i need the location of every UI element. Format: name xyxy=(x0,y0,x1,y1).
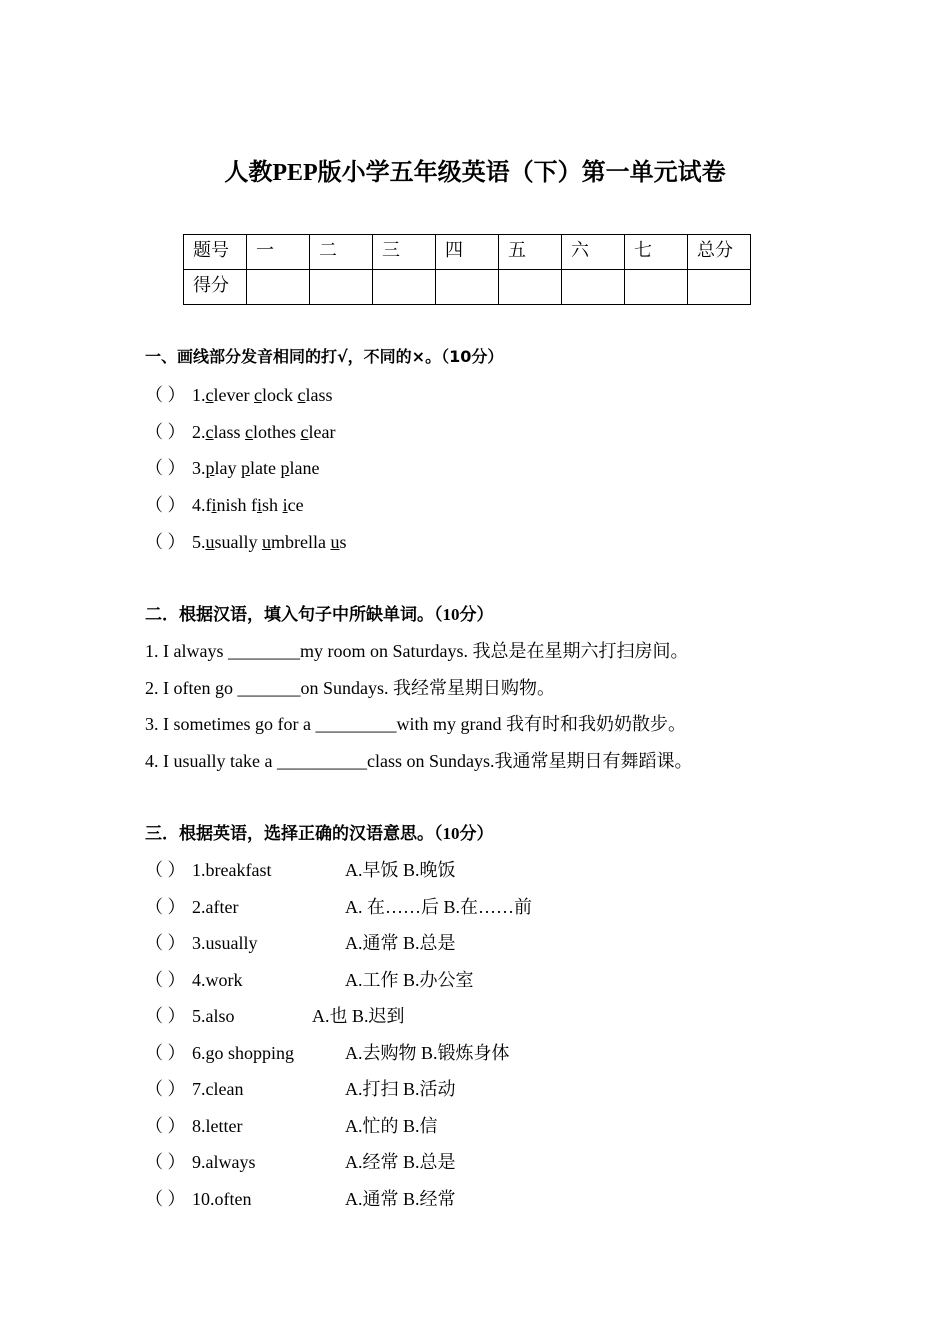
list-item: 1. I always ________my room on Saturdays. 我总是在星期六打扫房间。 xyxy=(145,641,689,661)
word: plate xyxy=(241,458,276,478)
list-item xyxy=(145,856,745,882)
answer-parentheses[interactable]: （ ） xyxy=(145,532,186,552)
answer-parentheses[interactable]: （ ） xyxy=(145,1189,186,1209)
answer-options: A.经常 B.总是 xyxy=(345,1152,456,1172)
list-item xyxy=(145,1039,745,1065)
answer-parentheses[interactable]: （ ） xyxy=(145,422,186,442)
table-cell: 一 xyxy=(247,235,310,270)
list-item xyxy=(145,418,335,444)
table-cell: 五 xyxy=(499,235,562,270)
table-cell: 题号 xyxy=(184,235,247,270)
item-number: 4. xyxy=(192,495,206,515)
list-item: 4. I usually take a __________class on Sundays.我通常星期日有舞蹈课。 xyxy=(145,751,693,771)
answer-parentheses[interactable]: （ ） xyxy=(145,860,186,880)
word: clever xyxy=(205,385,250,405)
score-cell[interactable] xyxy=(562,270,625,305)
english-word: 10.often xyxy=(192,1189,252,1209)
english-word: 9.always xyxy=(192,1152,256,1172)
word: clock xyxy=(253,385,293,405)
answer-options: A.早饭 B.晚饭 xyxy=(345,860,456,880)
word: usually xyxy=(205,532,258,552)
score-cell[interactable] xyxy=(436,270,499,305)
table-cell: 六 xyxy=(562,235,625,270)
english-word: 2.after xyxy=(192,897,239,917)
list-item xyxy=(145,1148,745,1174)
english-word: 5.also xyxy=(192,1006,235,1026)
list-item xyxy=(145,1112,745,1138)
answer-parentheses[interactable]: （ ） xyxy=(145,970,186,990)
answer-options: A.打扫 B.活动 xyxy=(345,1079,456,1099)
score-table-score-row xyxy=(184,270,751,305)
word: clothes xyxy=(245,422,296,442)
list-item: 3. I sometimes go for a _________with my grand 我有时和我奶奶散步。 xyxy=(145,714,686,734)
answer-parentheses[interactable]: （ ） xyxy=(145,933,186,953)
word: us xyxy=(330,532,347,552)
answer-options: A.去购物 B.锻炼身体 xyxy=(345,1043,510,1063)
list-item xyxy=(145,528,347,554)
answer-options: A.忙的 B.信 xyxy=(345,1116,438,1136)
item-number: 3. xyxy=(192,458,206,478)
list-item xyxy=(145,966,745,992)
answer-options: A.通常 B.总是 xyxy=(345,933,456,953)
answer-parentheses[interactable]: （ ） xyxy=(145,1152,186,1172)
item-number: 5. xyxy=(192,532,206,552)
list-item: 2. I often go _______on Sundays. 我经常星期日购物。 xyxy=(145,678,555,698)
word: class xyxy=(297,385,333,405)
answer-options: A.通常 B.经常 xyxy=(345,1189,456,1209)
score-cell[interactable] xyxy=(373,270,436,305)
score-cell[interactable] xyxy=(247,270,310,305)
score-cell[interactable] xyxy=(310,270,373,305)
section2-heading: 二．根据汉语，填入句子中所缺单词。（10分） xyxy=(145,605,494,624)
item-number: 2. xyxy=(192,422,206,442)
word: plane xyxy=(280,458,320,478)
english-word: 6.go shopping xyxy=(192,1043,295,1063)
answer-parentheses[interactable]: （ ） xyxy=(145,385,186,405)
list-item xyxy=(145,381,332,407)
word: fish xyxy=(251,495,279,515)
word: finish xyxy=(205,495,247,515)
item-number: 1. xyxy=(192,385,206,405)
list-item xyxy=(145,1185,745,1211)
table-cell: 三 xyxy=(373,235,436,270)
list-item xyxy=(145,929,745,955)
section1-heading: 一、画线部分发音相同的打√，不同的×。（10分） xyxy=(145,347,504,366)
table-cell: 四 xyxy=(436,235,499,270)
table-cell: 七 xyxy=(625,235,688,270)
answer-options: A. 在……后 B.在……前 xyxy=(345,897,533,917)
english-word: 1.breakfast xyxy=(192,860,272,880)
answer-parentheses[interactable]: （ ） xyxy=(145,458,186,478)
list-item xyxy=(145,1075,745,1101)
english-word: 4.work xyxy=(192,970,243,990)
word: clear xyxy=(300,422,336,442)
word: play xyxy=(205,458,237,478)
table-cell: 总分 xyxy=(688,235,751,270)
score-cell[interactable] xyxy=(625,270,688,305)
english-word: 7.clean xyxy=(192,1079,244,1099)
english-word: 3.usually xyxy=(192,933,258,953)
english-word: 8.letter xyxy=(192,1116,243,1136)
answer-options: A.也 B.迟到 xyxy=(312,1006,405,1026)
score-table-header-row xyxy=(184,235,751,270)
score-cell[interactable] xyxy=(499,270,562,305)
answer-parentheses[interactable]: （ ） xyxy=(145,897,186,917)
list-item xyxy=(145,1002,745,1028)
list-item xyxy=(145,491,304,517)
word: umbrella xyxy=(262,532,326,552)
answer-parentheses[interactable]: （ ） xyxy=(145,495,186,515)
table-cell: 得分 xyxy=(184,270,247,305)
answer-parentheses[interactable]: （ ） xyxy=(145,1079,186,1099)
list-item xyxy=(145,893,745,919)
score-table xyxy=(183,234,751,305)
section3-heading: 三．根据英语，选择正确的汉语意思。（10分） xyxy=(145,824,494,843)
answer-parentheses[interactable]: （ ） xyxy=(145,1116,186,1136)
answer-parentheses[interactable]: （ ） xyxy=(145,1043,186,1063)
word: class xyxy=(205,422,241,442)
table-cell: 二 xyxy=(310,235,373,270)
score-cell[interactable] xyxy=(688,270,751,305)
answer-options: A.工作 B.办公室 xyxy=(345,970,474,990)
answer-parentheses[interactable]: （ ） xyxy=(145,1006,186,1026)
word: ice xyxy=(282,495,304,515)
list-item xyxy=(145,454,319,480)
page-title: 人教PEP版小学五年级英语（下）第一单元试卷 xyxy=(224,160,726,186)
